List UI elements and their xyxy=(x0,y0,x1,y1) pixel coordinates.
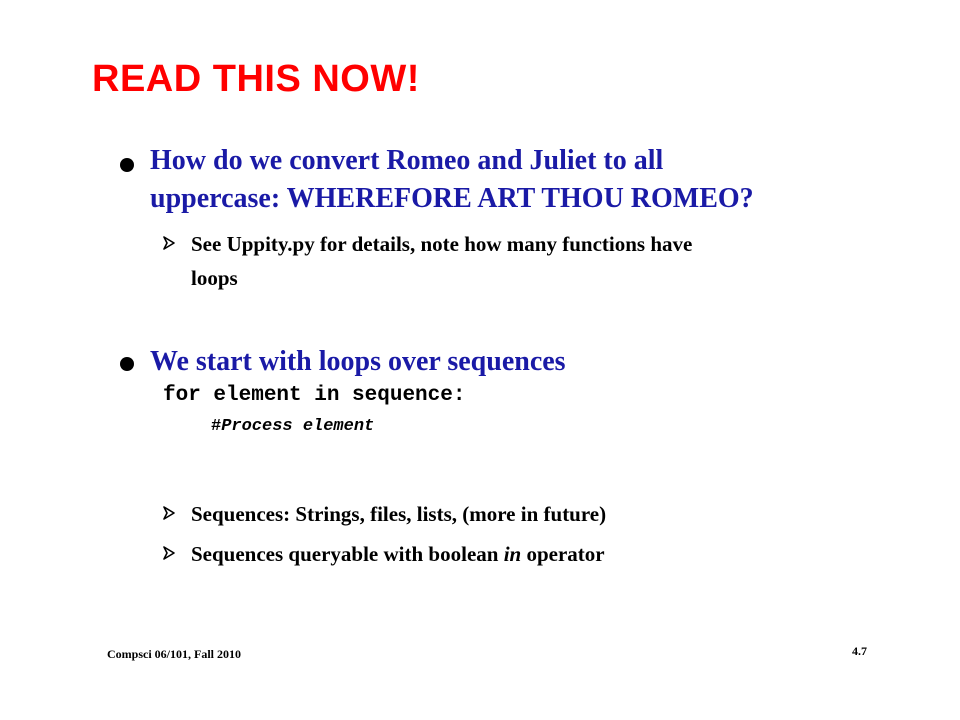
arrow-bullet-icon xyxy=(162,546,176,560)
bullet-1-line-2: uppercase: WHEREFORE ART THOU ROMEO? xyxy=(150,183,754,214)
code-comment-hash: # xyxy=(211,417,222,436)
code-comment-text: Process element xyxy=(221,417,375,436)
bullet-dot xyxy=(120,158,134,172)
arrow-bullet-icon xyxy=(162,236,176,250)
code-line-2 xyxy=(211,417,374,436)
sub-bullet-3-before: Sequences queryable with boolean xyxy=(191,542,504,566)
arrow-bullet-icon xyxy=(162,506,176,520)
footer-course: Compsci 06/101, Fall 2010 xyxy=(107,647,241,661)
bullet-2-text: We start with loops over sequences xyxy=(150,346,566,377)
code-line-1: for element in sequence: xyxy=(163,384,466,407)
footer-page-number: 4.7 xyxy=(852,644,867,658)
sub-bullet-3-text xyxy=(191,539,605,569)
sub-bullet-3-keyword: in xyxy=(503,542,522,566)
bullet-dot xyxy=(120,357,134,371)
sub-bullet-1-line-2: loops xyxy=(191,266,238,290)
sub-bullet-2-text: Sequences: Strings, files, lists, (more in future) xyxy=(191,502,607,526)
slide-title: READ THIS NOW! xyxy=(92,58,420,100)
sub-bullet-1-line-1: See Uppity.py for details, note how many functions have xyxy=(191,232,693,256)
sub-bullet-3-after: operator xyxy=(521,542,605,566)
bullet-1-line-1: How do we convert Romeo and Juliet to all xyxy=(150,145,664,176)
